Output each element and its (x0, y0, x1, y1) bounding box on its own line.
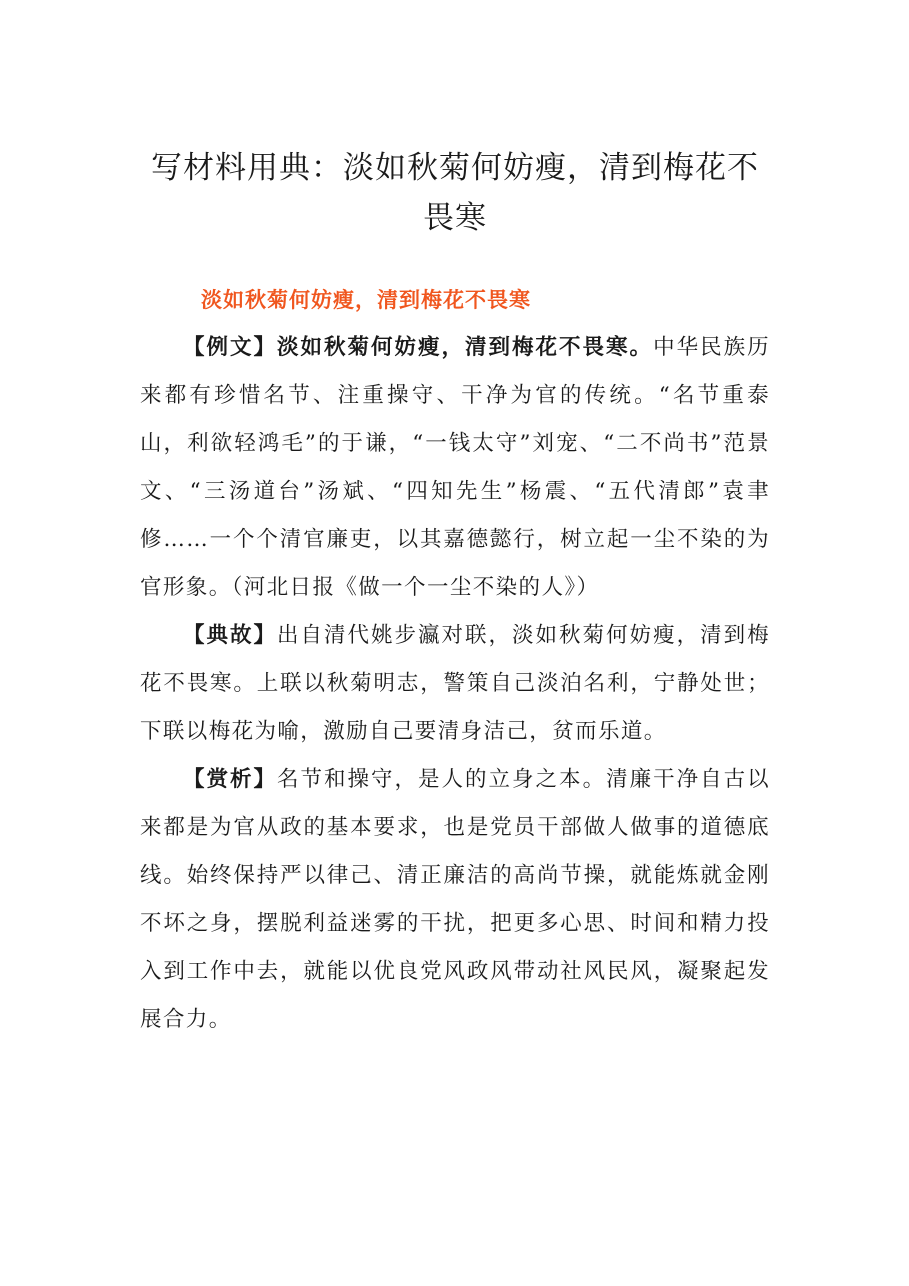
section-heading: 淡如秋菊何妨瘦，清到梅花不畏寒 (201, 288, 531, 312)
example-label: 【例文】 (183, 335, 278, 360)
allusion-paragraph (140, 612, 770, 756)
allusion-label: 【典故】 (183, 623, 278, 648)
example-paragraph (140, 324, 770, 612)
analysis-label: 【赏析】 (183, 767, 278, 792)
example-text: 中华民族历来都有珍惜名节、注重操守、干净为官的传统。“名节重泰山，利欲轻鸿毛”的于谦，“一钱太守”刘宠、“二不尚书”范景文、“三汤道台”汤斌、“四知先生”杨震、“五代清郎”袁聿修……一个个清官廉吏，以其嘉德懿行，树立起一尘不染的为官形象。（河北日报《做一个一尘不染的人》） (140, 335, 770, 600)
document-body (140, 324, 770, 1044)
analysis-text: 名节和操守，是人的立身之本。清廉干净自古以来都是为官从政的基本要求，也是党员干部做人做事的道德底线。始终保持严以律己、清正廉洁的高尚节操，就能炼就金刚不坏之身，摆脱利益迷雾的干扰，把更多心思、时间和精力投入到工作中去，就能以优良党风政风带动社风民风，凝聚起发展合力。 (140, 767, 770, 1032)
analysis-paragraph (140, 756, 770, 1044)
example-lead-sentence: 淡如秋菊何妨瘦，清到梅花不畏寒。 (277, 335, 654, 360)
document-title: 写材料用典：淡如秋菊何妨瘦，清到梅花不畏寒 (151, 150, 759, 236)
allusion-text: 出自清代姚步瀛对联，淡如秋菊何妨瘦，清到梅花不畏寒。上联以秋菊明志，警策自己淡泊名利，宁静处世；下联以梅花为喻，激励自己要清身洁己，贫而乐道。 (140, 623, 770, 744)
